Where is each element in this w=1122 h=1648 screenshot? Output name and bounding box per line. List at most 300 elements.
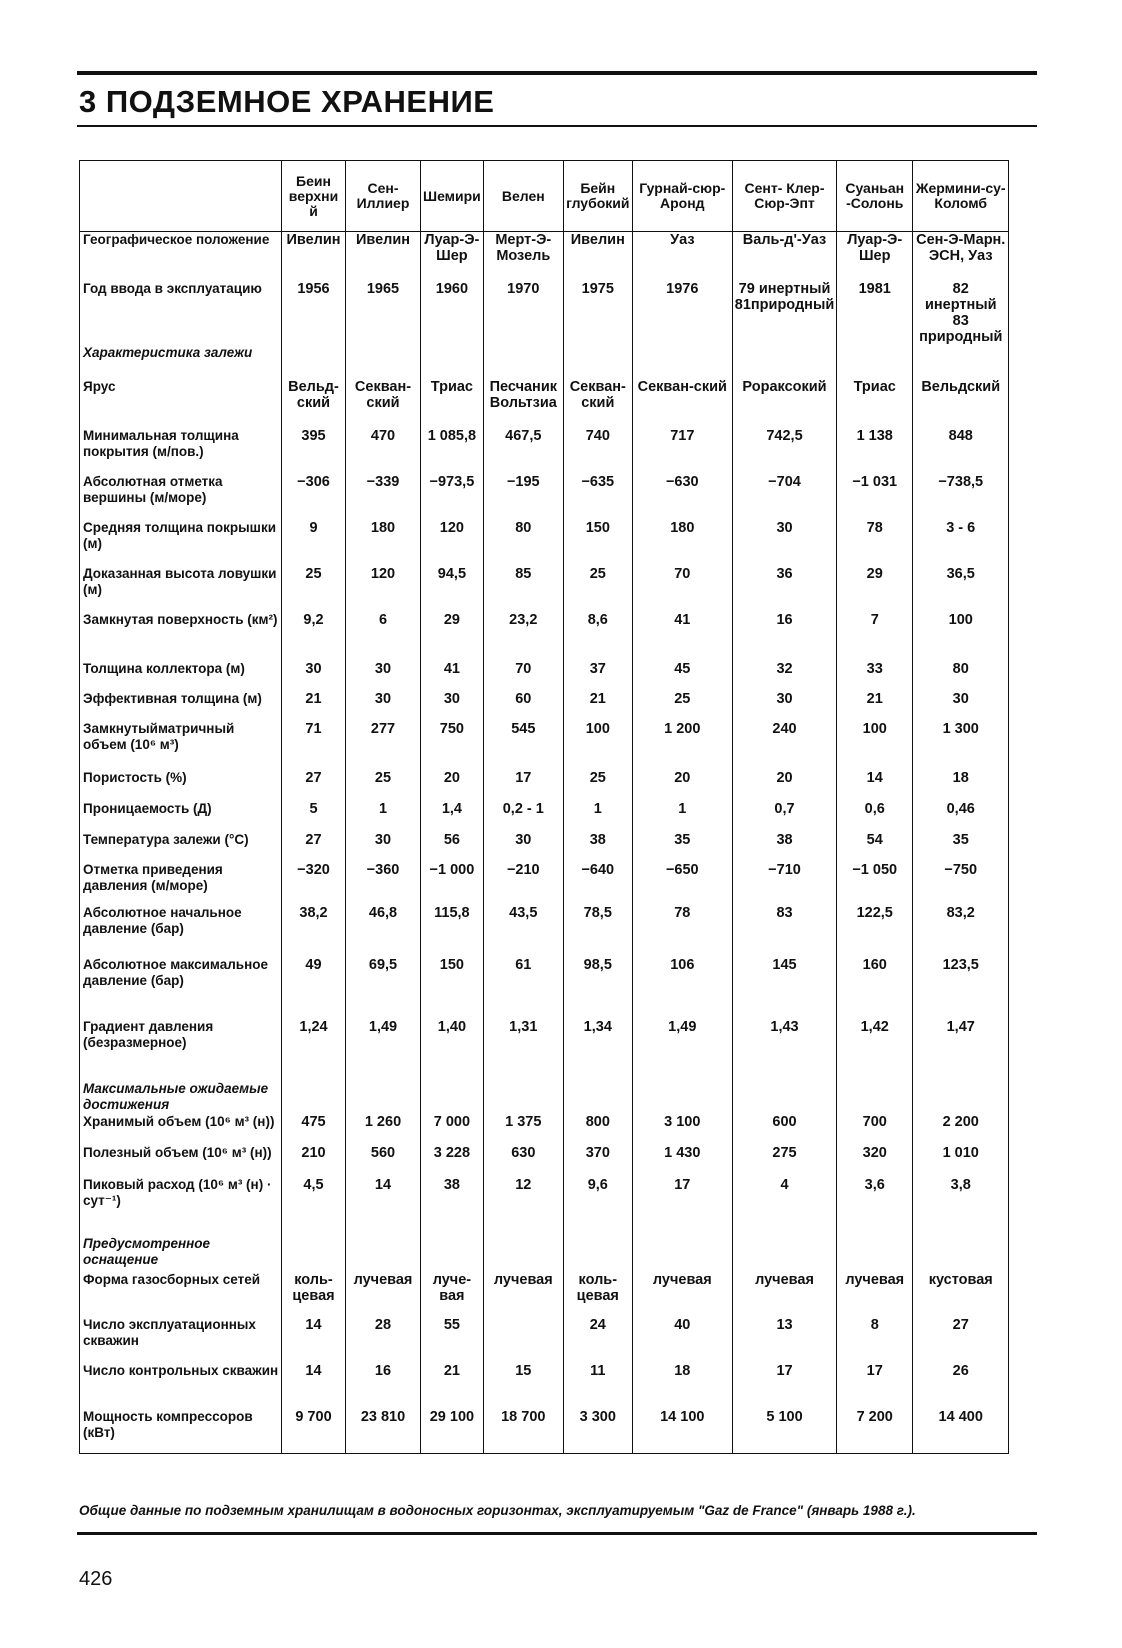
table-cell: −195: [483, 474, 563, 520]
section-label: Предусмотренное оснащение: [80, 1236, 282, 1272]
table-cell: [346, 1236, 421, 1272]
table-cell: 30: [282, 661, 346, 691]
column-header: Суаньан -Солонь: [837, 161, 913, 232]
table-cell: 36: [732, 566, 836, 612]
row-label: Абсолютное начальное давление (бар): [80, 905, 282, 957]
table-body: [80, 232, 1009, 1454]
table-cell: 17: [837, 1363, 913, 1409]
row-label: Градиент давления (безразмерное): [80, 1019, 282, 1081]
table-cell: [563, 1081, 632, 1114]
row-label: Толщина коллектора (м): [80, 661, 282, 691]
table-cell: 14 400: [913, 1409, 1009, 1454]
table-cell: [913, 1236, 1009, 1272]
column-header: Бейн глубокий: [563, 161, 632, 232]
table-cell: 33: [837, 661, 913, 691]
table-cell: 27: [913, 1317, 1009, 1363]
table-cell: 13: [732, 1317, 836, 1363]
table-row: [80, 1114, 1009, 1145]
title-underline: [77, 125, 1037, 127]
table-cell: 46,8: [346, 905, 421, 957]
table-cell: 3 300: [563, 1409, 632, 1454]
table-cell: 1,24: [282, 1019, 346, 1081]
table-cell: 7 200: [837, 1409, 913, 1454]
table-row: [80, 957, 1009, 1019]
table-row: [80, 721, 1009, 770]
table-cell: 37: [563, 661, 632, 691]
table-cell: 4,5: [282, 1177, 346, 1236]
table-cell: 115,8: [421, 905, 484, 957]
table-cell: 7 000: [421, 1114, 484, 1145]
table-cell: −750: [913, 862, 1009, 905]
row-label: Абсолютное максимальное давление (бар): [80, 957, 282, 1019]
table-cell: 78: [632, 905, 732, 957]
table-cell: −339: [346, 474, 421, 520]
table-cell: 41: [632, 612, 732, 661]
page-number: 426: [79, 1568, 113, 1590]
table-cell: 35: [632, 832, 732, 862]
table-cell: [563, 345, 632, 379]
table-cell: Валь-д'-Уаз: [732, 232, 836, 281]
table-cell: коль-цевая: [282, 1272, 346, 1317]
table-cell: [732, 1236, 836, 1272]
table-cell: 36,5: [913, 566, 1009, 612]
table-cell: [837, 345, 913, 379]
table-cell: 475: [282, 1114, 346, 1145]
table-cell: 38: [732, 832, 836, 862]
table-cell: Секван-ский: [563, 379, 632, 428]
table-cell: 9,6: [563, 1177, 632, 1236]
table-cell: 3 - 6: [913, 520, 1009, 566]
table-cell: 1,4: [421, 801, 484, 832]
table-cell: [732, 345, 836, 379]
table-cell: 0,46: [913, 801, 1009, 832]
table-cell: 1,34: [563, 1019, 632, 1081]
table-row: [80, 232, 1009, 281]
table-cell: 122,5: [837, 905, 913, 957]
table-cell: 14: [837, 770, 913, 801]
table-cell: 38: [421, 1177, 484, 1236]
row-label: Мощность компрессоров (кВт): [80, 1409, 282, 1454]
row-label: Число эксплуатационных скважин: [80, 1317, 282, 1363]
table-cell: 61: [483, 957, 563, 1019]
table-cell: 21: [837, 691, 913, 721]
table-cell: 4: [732, 1177, 836, 1236]
column-header: Беин верхни й: [282, 161, 346, 232]
row-label: Ярус: [80, 379, 282, 428]
table-cell: Мерт-Э-Мозель: [483, 232, 563, 281]
table-cell: Триас: [837, 379, 913, 428]
table-cell: 98,5: [563, 957, 632, 1019]
table-cell: 3,8: [913, 1177, 1009, 1236]
table-cell: −710: [732, 862, 836, 905]
table-cell: 9,2: [282, 612, 346, 661]
table-cell: 30: [346, 691, 421, 721]
table-cell: [346, 1081, 421, 1114]
table-cell: 600: [732, 1114, 836, 1145]
table-cell: 94,5: [421, 566, 484, 612]
table-cell: 1956: [282, 281, 346, 345]
table-cell: [483, 1236, 563, 1272]
table-cell: 1 138: [837, 428, 913, 474]
table-cell: 700: [837, 1114, 913, 1145]
table-cell: 1,42: [837, 1019, 913, 1081]
top-rule: [77, 71, 1037, 75]
table-cell: [632, 1081, 732, 1114]
table-cell: [837, 1236, 913, 1272]
table-cell: 60: [483, 691, 563, 721]
table-cell: 180: [346, 520, 421, 566]
table-cell: Уаз: [632, 232, 732, 281]
table-cell: 14: [282, 1317, 346, 1363]
table-row: [80, 566, 1009, 612]
table-cell: Песчаник Вольтзиа: [483, 379, 563, 428]
column-header: Сент- Клер-Сюр-Эпт: [732, 161, 836, 232]
table-cell: 21: [282, 691, 346, 721]
row-label: Год ввода в эксплуатацию: [80, 281, 282, 345]
table-cell: 3 100: [632, 1114, 732, 1145]
table-row: [80, 281, 1009, 345]
table-cell: 27: [282, 832, 346, 862]
table-cell: Секван-ский: [346, 379, 421, 428]
table-cell: [282, 345, 346, 379]
table-cell: лучевая: [483, 1272, 563, 1317]
column-header: Гурнай-сюр-Аронд: [632, 161, 732, 232]
section-row: [80, 345, 1009, 379]
table-cell: 17: [483, 770, 563, 801]
column-header: Сен-Иллиер: [346, 161, 421, 232]
table-cell: 27: [282, 770, 346, 801]
table-cell: 1 300: [913, 721, 1009, 770]
table-cell: [632, 345, 732, 379]
table-cell: −360: [346, 862, 421, 905]
table-row: [80, 1363, 1009, 1409]
table-row: [80, 520, 1009, 566]
table-row: [80, 1317, 1009, 1363]
table-cell: [632, 1236, 732, 1272]
table-row: [80, 862, 1009, 905]
table-row: [80, 428, 1009, 474]
table-cell: 38,2: [282, 905, 346, 957]
table-cell: кустовая: [913, 1272, 1009, 1317]
table-cell: [913, 1081, 1009, 1114]
table-cell: Ивелин: [282, 232, 346, 281]
table-cell: 15: [483, 1363, 563, 1409]
row-label: Замкнутая поверхность (км²): [80, 612, 282, 661]
table-cell: −1 000: [421, 862, 484, 905]
table-cell: [346, 345, 421, 379]
table-cell: 180: [632, 520, 732, 566]
table-cell: 150: [563, 520, 632, 566]
table-cell: 54: [837, 832, 913, 862]
page-title: 3 ПОДЗЕМНОЕ ХРАНЕНИЕ: [79, 84, 495, 119]
table-cell: 21: [421, 1363, 484, 1409]
table-cell: Ивелин: [346, 232, 421, 281]
table-cell: [421, 1081, 484, 1114]
table-cell: 18: [913, 770, 1009, 801]
table-cell: 11: [563, 1363, 632, 1409]
table-cell: 1 085,8: [421, 428, 484, 474]
table-cell: 30: [483, 832, 563, 862]
table-row: [80, 474, 1009, 520]
table-cell: 80: [913, 661, 1009, 691]
table-cell: 29 100: [421, 1409, 484, 1454]
table-cell: 70: [483, 661, 563, 691]
table-row: [80, 379, 1009, 428]
column-header: Жермини-су-Коломб: [913, 161, 1009, 232]
table-cell: 1,49: [632, 1019, 732, 1081]
table-cell: 3,6: [837, 1177, 913, 1236]
table-cell: 35: [913, 832, 1009, 862]
table-cell: 20: [632, 770, 732, 801]
table-cell: 320: [837, 1145, 913, 1177]
table-cell: 30: [421, 691, 484, 721]
table-cell: лучевая: [837, 1272, 913, 1317]
table-cell: 1: [632, 801, 732, 832]
footer-rule: [77, 1532, 1037, 1535]
table-cell: 1,40: [421, 1019, 484, 1081]
table-cell: 277: [346, 721, 421, 770]
table-cell: 69,5: [346, 957, 421, 1019]
table-cell: лучевая: [732, 1272, 836, 1317]
table-row: [80, 1272, 1009, 1317]
table-cell: 85: [483, 566, 563, 612]
table-cell: [563, 1236, 632, 1272]
row-label: Полезный объем (10⁶ м³ (н)): [80, 1145, 282, 1177]
table-cell: −704: [732, 474, 836, 520]
row-label: Доказанная высота ловушки (м): [80, 566, 282, 612]
table-cell: 240: [732, 721, 836, 770]
table-cell: 5 100: [732, 1409, 836, 1454]
table-row: [80, 1409, 1009, 1454]
table-cell: Ивелин: [563, 232, 632, 281]
section-row: [80, 1081, 1009, 1114]
table-cell: 25: [563, 770, 632, 801]
table-cell: 29: [837, 566, 913, 612]
table-cell: 545: [483, 721, 563, 770]
table-cell: 30: [346, 661, 421, 691]
table-cell: 12: [483, 1177, 563, 1236]
table-cell: Триас: [421, 379, 484, 428]
table-cell: лучевая: [632, 1272, 732, 1317]
table-row: [80, 1177, 1009, 1236]
table-cell: лучевая: [346, 1272, 421, 1317]
table-cell: 8,6: [563, 612, 632, 661]
table-cell: 30: [732, 520, 836, 566]
table-cell: [282, 1236, 346, 1272]
table-cell: 17: [732, 1363, 836, 1409]
table-cell: 14: [282, 1363, 346, 1409]
table-cell: [913, 345, 1009, 379]
table-cell: 25: [346, 770, 421, 801]
row-label: Форма газосборных сетей: [80, 1272, 282, 1317]
table-cell: Вельдский: [913, 379, 1009, 428]
table-cell: [421, 345, 484, 379]
table-cell: 83,2: [913, 905, 1009, 957]
table-cell: 0,2 - 1: [483, 801, 563, 832]
section-label: Характеристика залежи: [80, 345, 282, 379]
table-cell: 395: [282, 428, 346, 474]
table-cell: 1 260: [346, 1114, 421, 1145]
row-label: Температура залежи (°C): [80, 832, 282, 862]
table-cell: 560: [346, 1145, 421, 1177]
row-label: Хранимый объем (10⁶ м³ (н)): [80, 1114, 282, 1145]
table-cell: 1,31: [483, 1019, 563, 1081]
table-cell: 16: [732, 612, 836, 661]
row-label: Минимальная толщина покрытия (м/пов.): [80, 428, 282, 474]
row-label: Пористость (%): [80, 770, 282, 801]
table-cell: 1965: [346, 281, 421, 345]
table-cell: 23 810: [346, 1409, 421, 1454]
header-empty-cell: [80, 161, 282, 232]
table-cell: 3 228: [421, 1145, 484, 1177]
table-cell: −635: [563, 474, 632, 520]
table-cell: 78,5: [563, 905, 632, 957]
table-cell: 1960: [421, 281, 484, 345]
table-cell: −973,5: [421, 474, 484, 520]
table-cell: 0,6: [837, 801, 913, 832]
table-cell: 38: [563, 832, 632, 862]
table-cell: 275: [732, 1145, 836, 1177]
storage-data-table: [79, 160, 1009, 1454]
table-caption: Общие данные по подземным хранилищам в водоносных горизонтах, эксплуатируемым "Gaz de France" (январь 1988 г.).: [79, 1503, 916, 1518]
table-cell: 80: [483, 520, 563, 566]
table-row: [80, 1019, 1009, 1081]
table-cell: 20: [732, 770, 836, 801]
table-cell: 370: [563, 1145, 632, 1177]
table-cell: 16: [346, 1363, 421, 1409]
table-cell: 82 инертный 83 природный: [913, 281, 1009, 345]
table-row: [80, 612, 1009, 661]
table-cell: 120: [346, 566, 421, 612]
table-cell: 78: [837, 520, 913, 566]
table-cell: 740: [563, 428, 632, 474]
table-cell: 1,43: [732, 1019, 836, 1081]
table-row: [80, 801, 1009, 832]
table-cell: 1970: [483, 281, 563, 345]
table-cell: 29: [421, 612, 484, 661]
table-row: [80, 770, 1009, 801]
table-cell: коль-цевая: [563, 1272, 632, 1317]
table-cell: Луар-Э-Шер: [837, 232, 913, 281]
column-header: Шемири: [421, 161, 484, 232]
table-cell: −630: [632, 474, 732, 520]
table-cell: 1975: [563, 281, 632, 345]
row-label: Географическое положение: [80, 232, 282, 281]
row-label: Замкнутыйматричный объем (10⁶ м³): [80, 721, 282, 770]
table-cell: [483, 1081, 563, 1114]
table-cell: 1: [563, 801, 632, 832]
table-cell: 83: [732, 905, 836, 957]
table-cell: 18 700: [483, 1409, 563, 1454]
table-cell: Вельд-ский: [282, 379, 346, 428]
table-cell: 9 700: [282, 1409, 346, 1454]
table-cell: 1,49: [346, 1019, 421, 1081]
table-cell: 742,5: [732, 428, 836, 474]
table-cell: 14: [346, 1177, 421, 1236]
storage-table-container: [79, 160, 1009, 1454]
table-cell: 30: [732, 691, 836, 721]
table-cell: 1976: [632, 281, 732, 345]
table-row: [80, 691, 1009, 721]
row-label: Абсолютная отметка вершины (м/море): [80, 474, 282, 520]
table-cell: [732, 1081, 836, 1114]
table-cell: 14 100: [632, 1409, 732, 1454]
table-cell: 630: [483, 1145, 563, 1177]
table-cell: 1 010: [913, 1145, 1009, 1177]
table-cell: −738,5: [913, 474, 1009, 520]
table-cell: 150: [421, 957, 484, 1019]
table-row: [80, 832, 1009, 862]
table-cell: 79 инертный 81природный: [732, 281, 836, 345]
table-cell: 210: [282, 1145, 346, 1177]
table-cell: 100: [563, 721, 632, 770]
table-cell: 160: [837, 957, 913, 1019]
table-cell: 23,2: [483, 612, 563, 661]
table-cell: 56: [421, 832, 484, 862]
table-cell: 21: [563, 691, 632, 721]
table-cell: 43,5: [483, 905, 563, 957]
table-cell: 106: [632, 957, 732, 1019]
section-label: Максимальные ожидаемые достижения: [80, 1081, 282, 1114]
table-cell: 120: [421, 520, 484, 566]
table-cell: [421, 1236, 484, 1272]
table-cell: 1,47: [913, 1019, 1009, 1081]
table-cell: 6: [346, 612, 421, 661]
table-cell: 32: [732, 661, 836, 691]
table-cell: 717: [632, 428, 732, 474]
table-cell: 49: [282, 957, 346, 1019]
table-cell: Секван-ский: [632, 379, 732, 428]
table-cell: 7: [837, 612, 913, 661]
table-cell: 25: [563, 566, 632, 612]
table-cell: Рораксокий: [732, 379, 836, 428]
table-cell: 40: [632, 1317, 732, 1363]
table-cell: 100: [913, 612, 1009, 661]
table-cell: 1981: [837, 281, 913, 345]
table-cell: −650: [632, 862, 732, 905]
table-cell: 24: [563, 1317, 632, 1363]
table-cell: Луар-Э-Шер: [421, 232, 484, 281]
table-header-row: [80, 161, 1009, 232]
table-cell: 41: [421, 661, 484, 691]
row-label: Проницаемость (Д): [80, 801, 282, 832]
table-cell: −640: [563, 862, 632, 905]
table-cell: 71: [282, 721, 346, 770]
table-cell: 470: [346, 428, 421, 474]
table-cell: −1 050: [837, 862, 913, 905]
table-cell: 45: [632, 661, 732, 691]
table-cell: [483, 345, 563, 379]
table-cell: 1 375: [483, 1114, 563, 1145]
table-cell: 1: [346, 801, 421, 832]
table-cell: 70: [632, 566, 732, 612]
table-cell: 1 430: [632, 1145, 732, 1177]
table-cell: 55: [421, 1317, 484, 1363]
table-cell: 145: [732, 957, 836, 1019]
table-cell: −1 031: [837, 474, 913, 520]
table-cell: 750: [421, 721, 484, 770]
table-cell: [282, 1081, 346, 1114]
table-cell: 100: [837, 721, 913, 770]
table-cell: −306: [282, 474, 346, 520]
table-cell: −210: [483, 862, 563, 905]
table-cell: 800: [563, 1114, 632, 1145]
table-cell: 20: [421, 770, 484, 801]
table-cell: 8: [837, 1317, 913, 1363]
table-cell: 1 200: [632, 721, 732, 770]
table-cell: 30: [913, 691, 1009, 721]
table-cell: 467,5: [483, 428, 563, 474]
